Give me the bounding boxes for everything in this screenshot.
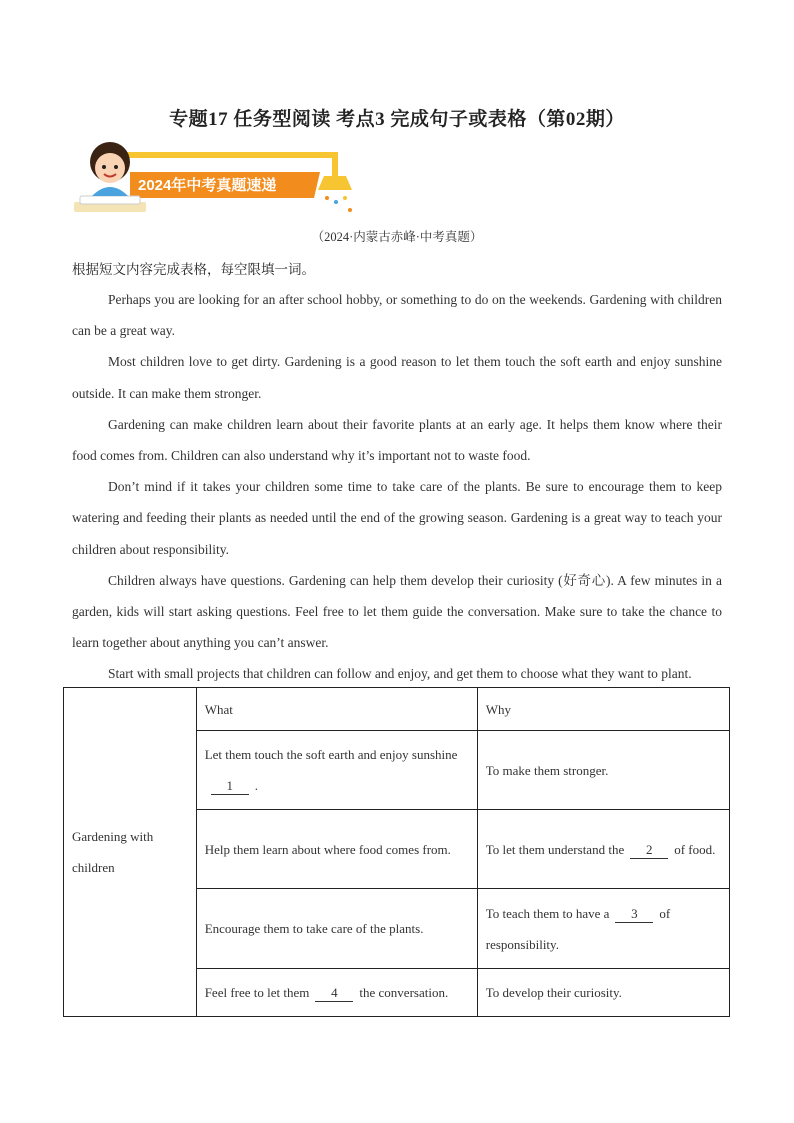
- paragraph: Most children love to get dirty. Gardening is a good reason to let them touch the soft earth and enjoy sunshine outside. It can make them stronger.: [72, 354, 722, 401]
- why-cell: To make them stronger.: [477, 731, 729, 810]
- spark-dot: [334, 200, 338, 204]
- child-face-icon: [95, 153, 125, 183]
- what-cell: Help them learn about where food comes from.: [196, 810, 477, 889]
- row-header-cell: Gardening with children: [64, 688, 197, 1017]
- column-header-what: What: [196, 688, 477, 731]
- answer-blank[interactable]: 4: [315, 985, 353, 1002]
- paragraph: Start with small projects that children can follow and enjoy, and get them to choose what they want to plant.: [108, 666, 692, 682]
- spark-dot: [325, 196, 329, 200]
- table-header-row: [64, 688, 730, 731]
- answer-blank[interactable]: 2: [630, 842, 668, 859]
- paragraph: Don’t mind if it takes your children some time to take care of the plants. Be sure to encourage them to keep watering and feeding their plants as needed until the end of the growing season. Gardening is a great way to teach your children about responsibility.: [72, 479, 722, 557]
- lamp-icon: [318, 176, 352, 190]
- why-cell: To let them understand the 2 of food.: [477, 810, 729, 889]
- paragraph: Gardening can make children learn about their favorite plants at an early age. It helps them know where their food comes from. Children can also understand why it’s important not to waste food.: [72, 416, 722, 464]
- banner-rail-drop: [332, 152, 338, 176]
- what-cell: Feel free to let them 4 the conversation.: [196, 969, 477, 1017]
- paragraph: Children always have questions. Gardening can help them develop their curiosity (好奇心). A few minutes in a garden, kids will start asking questions. Feel free to let them guide the conversation. Make sure to take the chance to learn together about anything you can’t answer.: [72, 572, 722, 651]
- spark-dot: [343, 196, 347, 200]
- why-cell: To teach them to have a 3 of responsibility.: [477, 889, 729, 969]
- why-cell: To develop their curiosity.: [477, 969, 729, 1017]
- question-source: （2024·内蒙古赤峰·中考真题）: [311, 230, 483, 244]
- spark-dot: [348, 208, 352, 212]
- book-pages: [80, 196, 140, 204]
- paragraph: Perhaps you are looking for an after school hobby, or something to do on the weekends. Gardening with children can be a great way.: [72, 292, 722, 339]
- what-cell: Encourage them to take care of the plants.: [196, 889, 477, 969]
- column-header-why: Why: [477, 688, 729, 731]
- instruction: 根据短文内容完成表格，每空限填一词。: [72, 262, 315, 277]
- reading-passage: [72, 284, 722, 690]
- child-shirt-icon: [92, 187, 128, 196]
- banner-rail: [120, 152, 338, 158]
- banner-text: 2024年中考真题速递: [138, 177, 277, 194]
- answer-blank[interactable]: 1: [211, 778, 249, 795]
- task-table: [63, 687, 730, 1017]
- what-cell: Let them touch the soft earth and enjoy sunshine1 .: [196, 731, 477, 810]
- page-title: 专题17 任务型阅读 考点3 完成句子或表格（第02期）: [169, 109, 625, 130]
- answer-blank[interactable]: 3: [615, 906, 653, 923]
